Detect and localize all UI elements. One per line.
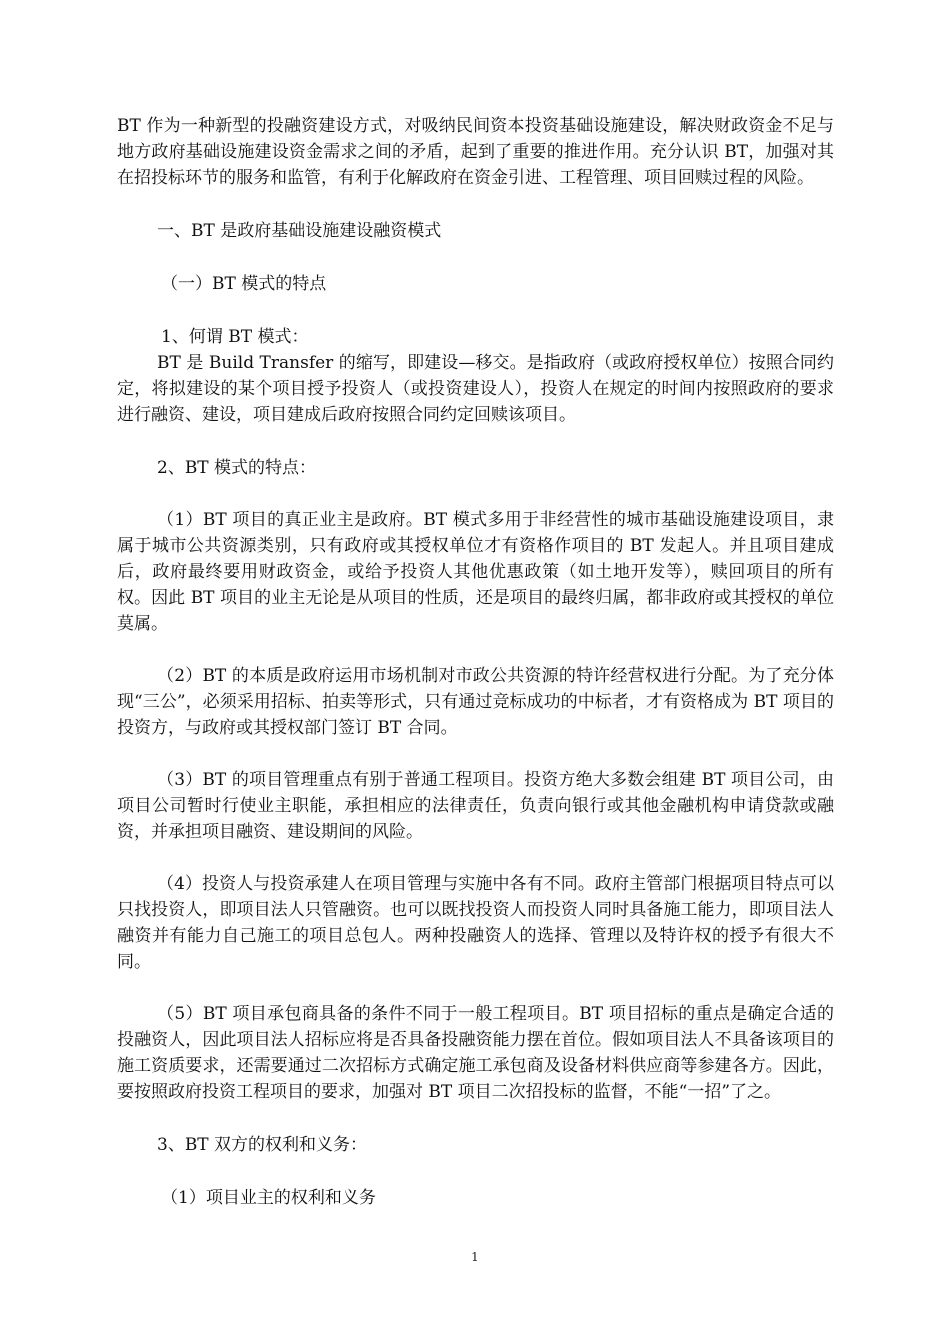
item-heading-3: 3、BT 双方的权利和义务： bbox=[157, 1135, 368, 1155]
intro-paragraph: BT 作为一种新型的投融资建设方式，对吸纳民间资本投资基础设施建设，解决财政资金不足与地方政府基础设施建设资金需求之间的矛盾，起到了重要的推进作用。充分认识 BT，加强对其在招投标环节的服务和监管，有利于化解政府在资金引进、工程管理、项目回赎过程的风险。 bbox=[117, 116, 834, 188]
section-heading-1: 一、BT 是政府基础设施建设融资模式 bbox=[157, 221, 442, 241]
feature-point-1: （1）BT 项目的真正业主是政府。BT 模式多用于非经营性的城市基础设施建设项目，隶属于城市公共资源类别，只有政府或其授权单位才有资格作项目的 BT 发起人。并且项目建成后，政府最终要用财政资金，或给予投资人其他优惠政策（如土地开发等），赎回项目的所有权。因此 BT 项目的业主无论是从项目的性质，还是项目的最终归属，都非政府或其授权的单位莫属。 bbox=[117, 510, 834, 634]
subsection-heading-1: （一）BT 模式的特点 bbox=[161, 274, 327, 294]
feature-point-2: （2）BT 的本质是政府运用市场机制对市政公共资源的特许经营权进行分配。为了充分体现“三公”，必须采用招标、拍卖等形式，只有通过竞标成功的中标者，才有资格成为 BT 项目的投资方，与政府或其授权部门签订 BT 合同。 bbox=[117, 666, 834, 738]
rights-heading-1: （1）项目业主的权利和义务 bbox=[161, 1188, 376, 1208]
item-heading-2: 2、BT 模式的特点： bbox=[157, 458, 317, 478]
feature-point-4: （4）投资人与投资承建人在项目管理与实施中各有不同。政府主管部门根据项目特点可以只找投资人，即项目法人只管融资。也可以既找投资人而投资人同时具备施工能力，即项目法人融资并有能力自己施工的项目总包人。两种投融资人的选择、管理以及特许权的授予有很大不同。 bbox=[117, 874, 834, 972]
item-1-paragraph: BT 是 Build Transfer 的缩写，即建设—移交。是指政府（或政府授权单位）按照合同约定，将拟建设的某个项目授予投资人（或投资建设人），投资人在规定的时间内按照政府的要求进行融资、建设，项目建成后政府按照合同约定回赎该项目。 bbox=[117, 353, 834, 425]
feature-point-5: （5）BT 项目承包商具备的条件不同于一般工程项目。BT 项目招标的重点是确定合适的投融资人，因此项目法人招标应将是否具备投融资能力摆在首位。假如项目法人不具备该项目的施工资质要求，还需要通过二次招标方式确定施工承包商及设备材料供应商等参建各方。因此，要按照政府投资工程项目的要求，加强对 BT 项目二次招投标的监督，不能“一招”了之。 bbox=[117, 1004, 834, 1102]
page-number: 1 bbox=[471, 1250, 479, 1264]
item-heading-1: 1、何谓 BT 模式： bbox=[161, 327, 309, 347]
document-body bbox=[117, 113, 834, 1211]
feature-point-3: （3）BT 的项目管理重点有别于普通工程项目。投资方绝大多数会组建 BT 项目公司，由项目公司暂时行使业主职能，承担相应的法律责任，负责向银行或其他金融机构申请贷款或融资，并承担项目融资、建设期间的风险。 bbox=[117, 770, 834, 842]
